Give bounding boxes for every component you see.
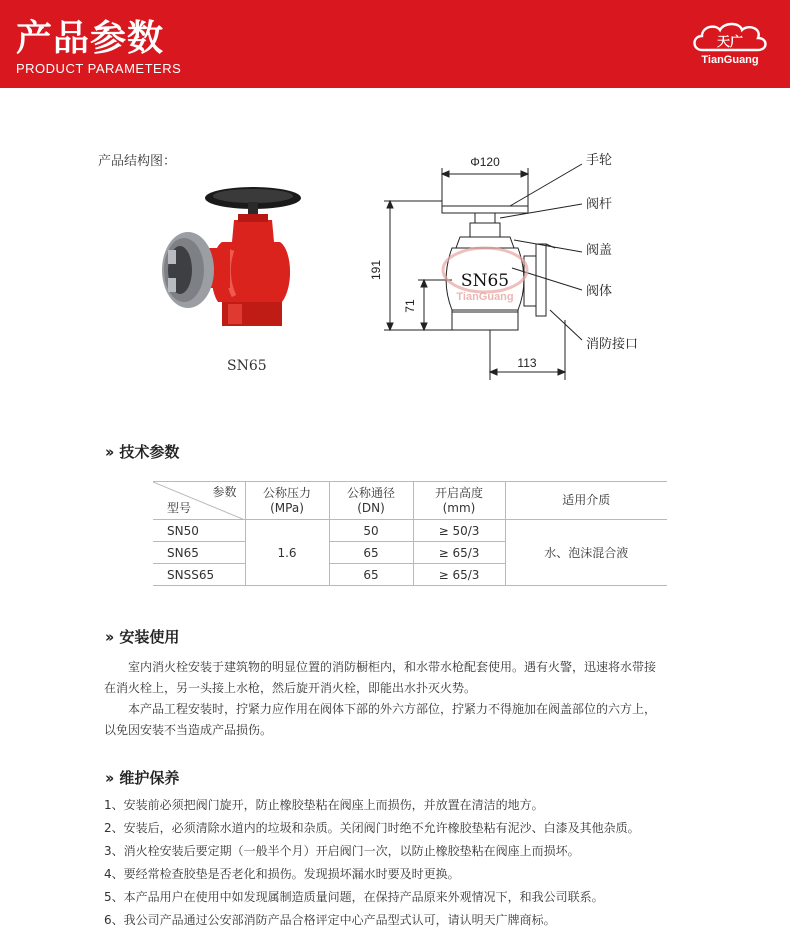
cell-pressure: 1.6 bbox=[245, 520, 329, 586]
cell-medium: 水、泡沫混合液 bbox=[505, 520, 667, 586]
structure-label: 产品结构图： bbox=[98, 154, 177, 169]
install-heading-text: 安装使用 bbox=[119, 628, 180, 646]
spec-table bbox=[153, 481, 667, 586]
dim-diameter: Φ120 bbox=[470, 155, 500, 169]
table-header-row bbox=[153, 482, 667, 520]
dim-width: 113 bbox=[517, 356, 537, 370]
corner-cell bbox=[153, 482, 245, 520]
cell-height: ≥ 50/3 bbox=[413, 520, 505, 542]
cloud-logo-icon bbox=[690, 20, 770, 54]
maintain-heading bbox=[105, 767, 179, 788]
part-label-handwheel: 手轮 bbox=[586, 152, 613, 167]
part-label-stem: 阀杆 bbox=[586, 196, 613, 211]
dim-height: 191 bbox=[369, 259, 383, 281]
col-diameter: 公称通径 (DN) bbox=[329, 482, 413, 520]
install-paragraph-1: 室内消火栓安装于建筑物的明显位置的消防橱柜内，和水带水枪配套使用。遇有火警，迅速将水带接 在消火栓上，另一头接上水枪，然后旋开消火栓，即能出水扑灭火势。 bbox=[104, 660, 657, 695]
product-model-label: SN65 bbox=[227, 358, 267, 374]
install-heading bbox=[105, 626, 179, 647]
table-row bbox=[153, 520, 667, 542]
product-photo bbox=[150, 180, 320, 350]
cell-model: SN50 bbox=[153, 520, 245, 542]
cell-model: SNSS65 bbox=[153, 564, 245, 586]
part-label-bonnet: 阀盖 bbox=[586, 242, 613, 257]
double-chevron-icon: ›› bbox=[105, 443, 112, 461]
cell-height: ≥ 65/3 bbox=[413, 542, 505, 564]
double-chevron-icon: ›› bbox=[105, 628, 112, 646]
install-paragraph-2: 本产品工程安装时，拧紧力应作用在阀体下部的外六方部位，拧紧力不得施加在阀盖部位的六方上， 以免因安装不当造成产品损伤。 bbox=[104, 702, 657, 737]
list-item: 2、安装后，必须清除水道内的垃圾和杂质。关闭阀门时绝不允许橡胶垫粘有泥沙、白漆及其他杂质。 bbox=[104, 821, 640, 835]
part-label-coupling: 消防接口 bbox=[586, 336, 639, 351]
cell-model: SN65 bbox=[153, 542, 245, 564]
maintain-heading-text: 维护保养 bbox=[119, 769, 180, 787]
diagram-watermark: TianGuang bbox=[456, 291, 514, 303]
brand-logo bbox=[690, 20, 770, 72]
dim-opening: 71 bbox=[403, 299, 417, 313]
cell-height: ≥ 65/3 bbox=[413, 564, 505, 586]
cell-dn: 50 bbox=[329, 520, 413, 542]
tech-heading-text: 技术参数 bbox=[119, 443, 180, 461]
corner-param-label: 参数 bbox=[212, 485, 237, 499]
list-item: 4、要经常检查胶垫是否老化和损伤。发现损坏漏水时要及时更换。 bbox=[104, 867, 460, 881]
fire-hydrant-valve-icon bbox=[150, 180, 320, 350]
part-label-body: 阀体 bbox=[586, 283, 613, 298]
col-height: 开启高度 (mm) bbox=[413, 482, 505, 520]
corner-model-label: 型号 bbox=[167, 501, 192, 515]
header-banner bbox=[0, 0, 790, 88]
list-item: 6、我公司产品通过公安部消防产品合格评定中心产品型式认可，请认明天广牌商标。 bbox=[104, 913, 556, 927]
page-subtitle: PRODUCT PARAMETERS bbox=[16, 61, 182, 76]
col-medium: 适用介质 bbox=[505, 482, 667, 520]
page-title: 产品参数 bbox=[16, 18, 165, 59]
list-item: 3、消火栓安装后要定期（一般半个月）开启阀门一次，以防止橡胶垫粘在阀座上而损坏。 bbox=[104, 844, 580, 858]
list-item: 5、本产品用户在使用中如发现属制造质量问题，在保持产品原来外观情况下，和我公司联系。 bbox=[104, 890, 604, 904]
col-pressure: 公称压力 (MPa) bbox=[245, 482, 329, 520]
logo-brand-text: TianGuang bbox=[701, 54, 759, 66]
cell-dn: 65 bbox=[329, 564, 413, 586]
diagram-body-label: SN65 bbox=[460, 271, 510, 291]
list-item: 1、安装前必须把阀门旋开，防止橡胶垫粘在阀座上而损伤，并放置在清洁的地方。 bbox=[104, 798, 544, 812]
logo-mark: 天广 bbox=[716, 35, 744, 50]
double-chevron-icon: ›› bbox=[105, 769, 112, 787]
structure-diagram bbox=[360, 140, 680, 390]
cell-dn: 65 bbox=[329, 542, 413, 564]
tech-heading bbox=[105, 441, 179, 462]
